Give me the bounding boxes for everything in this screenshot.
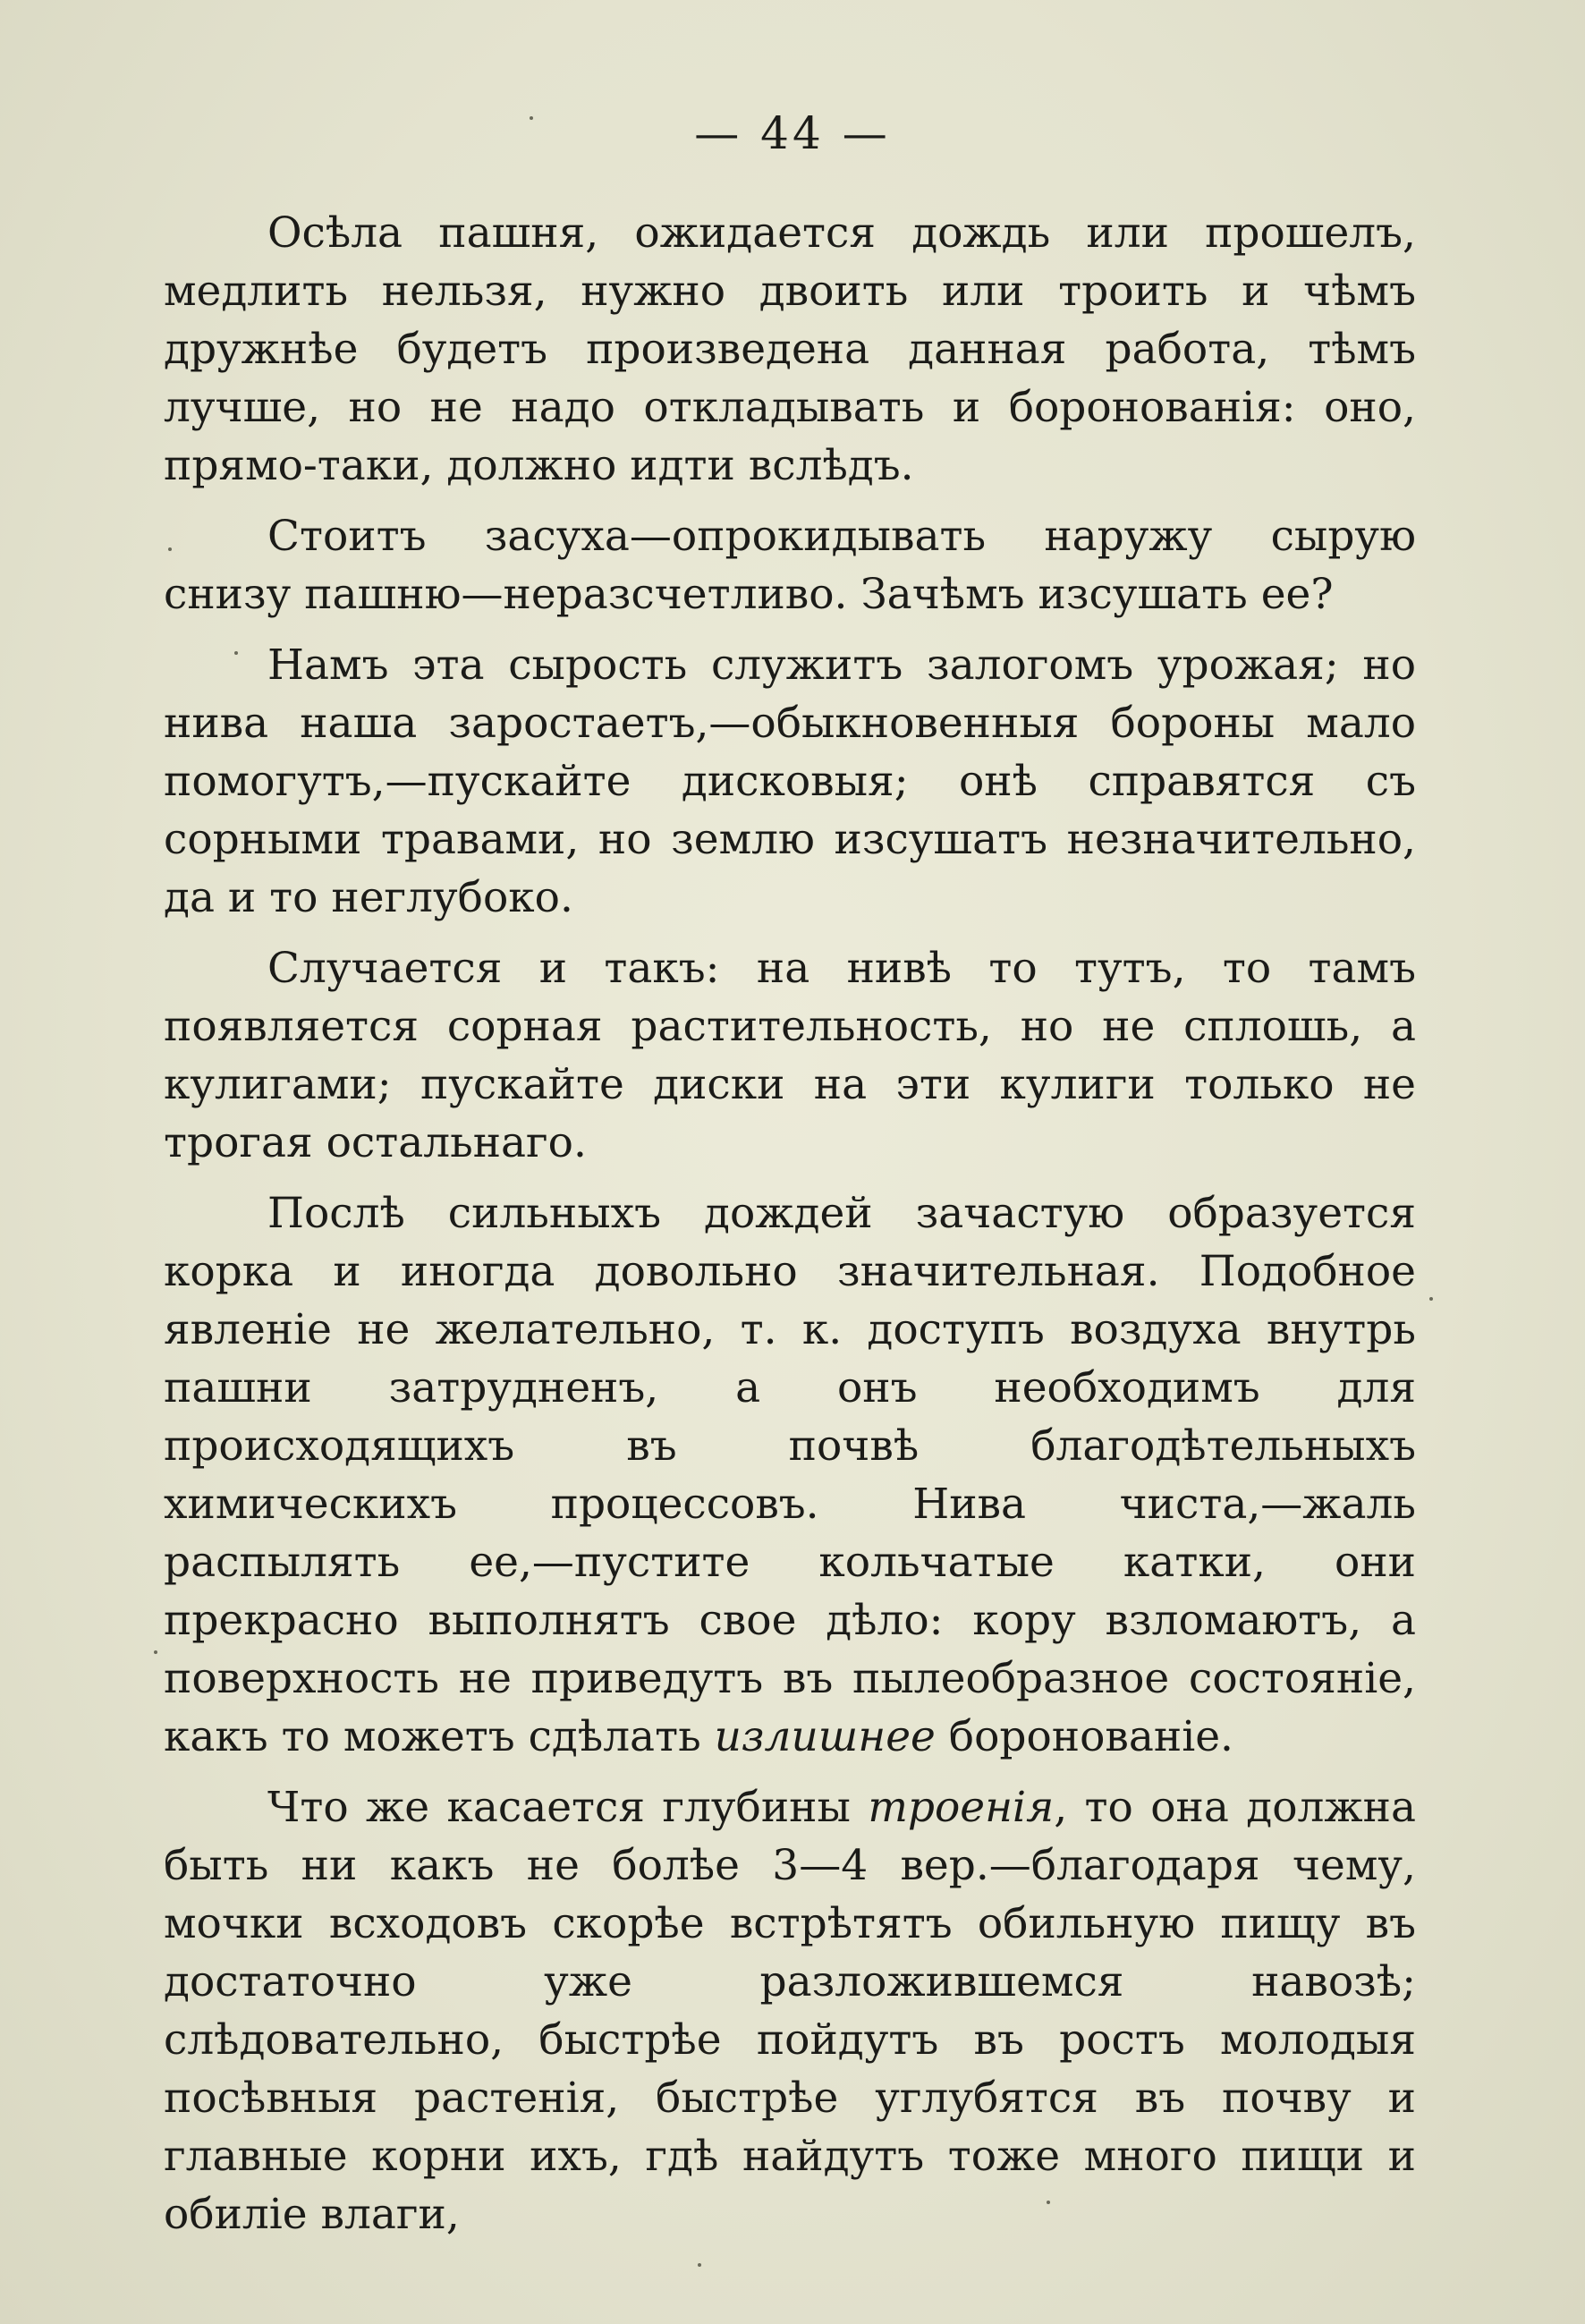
paper-speck: [168, 547, 172, 551]
page-body: [164, 204, 1416, 2256]
paragraph-5-emphasis: излишнее: [714, 1712, 936, 1761]
paragraph-1: Осѣла пашня, ожидается дождь или прошелъ, медлить нельзя, нужно двоить или троить и чѣмъ дружнѣе будетъ произведена данная работа, тѣмъ лучше, но не надо откладывать и боронованія: оно, прямо-таки, должно идти вслѣдъ.: [164, 208, 1416, 490]
paper-speck: [234, 651, 238, 655]
paragraph-5-text-after: боронованіе.: [935, 1712, 1233, 1761]
paper-speck: [1047, 2201, 1050, 2204]
paper-speck: [698, 2263, 701, 2267]
paragraph-6-emphasis: троенія: [868, 1783, 1055, 1832]
paragraph-6-text-before: Что же касается глубины: [267, 1783, 869, 1832]
paper-speck: [1429, 1297, 1433, 1301]
paragraph-6-text-after: , то она должна быть ни какъ не болѣе 3—4 вер.—благодаря чему, мочки всходовъ скорѣе встрѣтятъ обильную пищу въ достаточно уже разложившемся навозѣ; слѣдовательно, быстрѣе пойдутъ въ ростъ молодыя посѣвныя растенія, быстрѣе углубятся въ почву и главные корни ихъ, гдѣ найдутъ тоже много пищи и обиліе влаги,: [164, 1783, 1416, 2239]
paragraph-5-text-before: Послѣ сильныхъ дождей зачастую образуется корка и иногда довольно значительная. Подобное явленіе не желательно, т. к. доступъ воздуха внутрь пашни затрудненъ, а онъ необходимъ для происходящихъ въ почвѣ благодѣтельныхъ химическихъ процессовъ. Нива чиста,—жаль распылять ее,—пустите кольчатые катки, они прекрасно выполнятъ свое дѣло: кору взломаютъ, а поверхность не приведутъ въ пылеобразное состояніе, какъ то можетъ сдѣлать: [164, 1189, 1416, 1761]
paragraph-5: [164, 1184, 1416, 1766]
paragraph-6: [164, 1778, 1416, 2243]
paper-speck: [154, 1650, 157, 1654]
paper-speck: [530, 116, 533, 120]
paragraph-4: Случается и такъ: на нивѣ то тутъ, то тамъ появляется сорная растительность, но не сплошь, а кулигами; пускайте диски на эти кулиги только не трогая остальнаго.: [164, 944, 1416, 1167]
paragraph-3: Намъ эта сырость служитъ залогомъ урожая; но нива наша заростаетъ,—обыкновенныя бороны мало помогутъ,—пускайте дисковыя; онѣ справятся съ сорными травами, но землю изсушатъ незначительно, да и то неглубоко.: [164, 640, 1416, 922]
page-number: — 44 —: [694, 107, 891, 159]
paragraph-2: Стоитъ засуха—опрокидывать наружу сырую снизу пашню—неразсчетливо. Зачѣмъ изсушать ее?: [164, 512, 1416, 619]
